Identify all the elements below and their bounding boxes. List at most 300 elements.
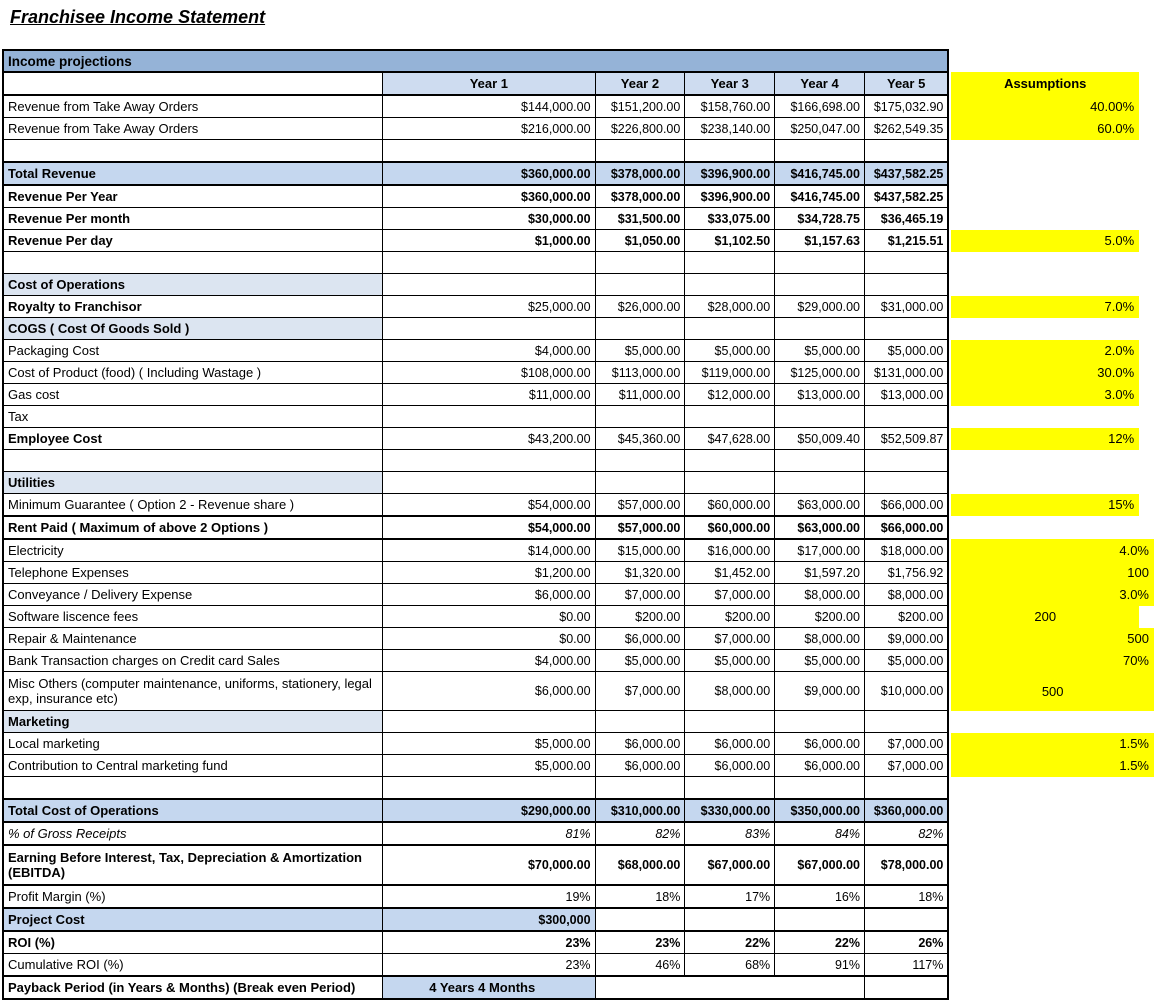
row-label[interactable]: Revenue Per Year <box>3 185 383 208</box>
value-cell[interactable]: 18% <box>864 885 948 908</box>
value-cell[interactable]: $1,102.50 <box>685 230 775 252</box>
row-label[interactable]: Employee Cost <box>3 428 383 450</box>
value-cell[interactable] <box>595 140 685 163</box>
row-label[interactable]: Marketing <box>3 711 383 733</box>
value-cell[interactable]: 83% <box>685 822 775 845</box>
payback-value[interactable]: 4 Years 4 Months <box>383 976 595 999</box>
value-cell[interactable] <box>864 252 948 274</box>
row-label[interactable]: Total Revenue <box>3 162 383 185</box>
value-cell[interactable]: $416,745.00 <box>775 162 865 185</box>
value-cell[interactable]: 26% <box>864 931 948 954</box>
row-label[interactable]: Rent Paid ( Maximum of above 2 Options ) <box>3 516 383 539</box>
value-cell[interactable] <box>383 318 595 340</box>
value-cell[interactable]: 82% <box>864 822 948 845</box>
value-cell[interactable]: $200.00 <box>775 606 865 628</box>
merged-empty-cell[interactable] <box>595 976 864 999</box>
corner-cell[interactable] <box>3 72 383 95</box>
row-label[interactable] <box>3 140 383 163</box>
value-cell[interactable]: 23% <box>383 931 595 954</box>
value-cell[interactable]: 91% <box>775 954 865 977</box>
assumption-cell[interactable]: 15% <box>951 494 1139 517</box>
assumption-cell[interactable]: 1.5% <box>951 733 1154 755</box>
value-cell[interactable]: 23% <box>595 931 685 954</box>
spacer-row <box>3 777 1154 800</box>
table-row <box>3 296 1154 318</box>
value-cell[interactable] <box>383 274 595 296</box>
value-cell[interactable]: $8,000.00 <box>864 584 948 606</box>
value-cell[interactable]: $9,000.00 <box>775 672 865 711</box>
row-label[interactable]: Utilities <box>3 472 383 494</box>
value-cell[interactable]: $151,200.00 <box>595 95 685 118</box>
assumption-cell <box>951 274 1154 296</box>
value-cell[interactable] <box>595 777 685 800</box>
value-cell[interactable]: $360,000.00 <box>383 162 595 185</box>
value-cell[interactable]: $350,000.00 <box>775 799 865 822</box>
margin-cell <box>1139 118 1154 140</box>
value-cell[interactable]: $1,597.20 <box>775 562 865 584</box>
assumption-cell <box>951 450 1154 472</box>
value-cell[interactable] <box>775 711 865 733</box>
assumption-cell <box>951 711 1154 733</box>
value-cell[interactable] <box>775 472 865 494</box>
table-row <box>3 885 1154 908</box>
value-cell[interactable]: $10,000.00 <box>864 672 948 711</box>
table-row <box>3 606 1154 628</box>
assumption-cell[interactable]: 5.0% <box>951 230 1139 252</box>
value-cell[interactable] <box>775 140 865 163</box>
row-label[interactable]: Revenue from Take Away Orders <box>3 118 383 140</box>
value-cell[interactable]: $396,900.00 <box>685 185 775 208</box>
value-cell[interactable]: $30,000.00 <box>383 208 595 230</box>
row-label[interactable]: Bank Transaction charges on Credit card Sales <box>3 650 383 672</box>
row-label[interactable]: Electricity <box>3 539 383 562</box>
margin-cell <box>1139 230 1154 252</box>
value-cell[interactable]: $360,000.00 <box>383 185 595 208</box>
value-cell[interactable]: $250,047.00 <box>775 118 865 140</box>
value-cell[interactable]: $8,000.00 <box>775 584 865 606</box>
value-cell[interactable] <box>775 908 865 931</box>
margin-cell <box>1139 340 1154 362</box>
value-cell[interactable]: $67,000.00 <box>775 845 865 885</box>
margin-cell <box>951 50 1154 72</box>
value-cell[interactable] <box>864 274 948 296</box>
year-header-row <box>3 72 1154 95</box>
value-cell[interactable] <box>775 274 865 296</box>
value-cell[interactable] <box>864 777 948 800</box>
value-cell[interactable]: $47,628.00 <box>685 428 775 450</box>
value-cell[interactable]: 23% <box>383 954 595 977</box>
value-cell[interactable] <box>685 274 775 296</box>
section-bar-row <box>3 50 1154 72</box>
assumption-cell <box>951 472 1154 494</box>
value-cell[interactable]: $9,000.00 <box>864 628 948 650</box>
row-label[interactable]: Royalty to Franchisor <box>3 296 383 318</box>
value-cell[interactable]: $4,000.00 <box>383 340 595 362</box>
value-cell[interactable]: $5,000.00 <box>595 340 685 362</box>
value-cell[interactable]: $175,032.90 <box>864 95 948 118</box>
value-cell[interactable]: $310,000.00 <box>595 799 685 822</box>
value-cell[interactable]: $8,000.00 <box>685 672 775 711</box>
value-cell[interactable]: $4,000.00 <box>383 650 595 672</box>
page-title: Franchisee Income Statement <box>10 7 266 27</box>
value-cell[interactable] <box>775 318 865 340</box>
year-column-header[interactable]: Year 5 <box>864 72 948 95</box>
row-label[interactable]: Local marketing <box>3 733 383 755</box>
assumption-cell <box>951 908 1154 931</box>
value-cell[interactable]: $1,320.00 <box>595 562 685 584</box>
value-cell[interactable]: $131,000.00 <box>864 362 948 384</box>
table-row <box>3 274 1154 296</box>
value-cell[interactable] <box>685 908 775 931</box>
value-cell[interactable] <box>864 711 948 733</box>
value-cell[interactable]: $7,000.00 <box>595 672 685 711</box>
value-cell[interactable]: 84% <box>775 822 865 845</box>
value-cell[interactable]: 17% <box>685 885 775 908</box>
value-cell[interactable] <box>383 711 595 733</box>
value-cell[interactable]: $5,000.00 <box>685 650 775 672</box>
row-label[interactable]: Gas cost <box>3 384 383 406</box>
value-cell[interactable]: $1,000.00 <box>383 230 595 252</box>
row-label[interactable]: Cumulative ROI (%) <box>3 954 383 977</box>
value-cell[interactable]: $6,000.00 <box>685 755 775 777</box>
value-cell[interactable]: $60,000.00 <box>685 516 775 539</box>
table-row <box>3 340 1154 362</box>
table-row <box>3 118 1154 140</box>
value-cell[interactable]: $28,000.00 <box>685 296 775 318</box>
value-cell[interactable]: $5,000.00 <box>685 340 775 362</box>
value-cell[interactable]: $119,000.00 <box>685 362 775 384</box>
value-cell[interactable]: $330,000.00 <box>685 799 775 822</box>
value-cell[interactable]: $33,075.00 <box>685 208 775 230</box>
assumption-cell[interactable]: 2.0% <box>951 340 1139 362</box>
value-cell[interactable]: $125,000.00 <box>775 362 865 384</box>
assumption-cell[interactable]: 70% <box>951 650 1154 672</box>
value-cell[interactable]: $6,000.00 <box>775 733 865 755</box>
value-cell[interactable] <box>864 406 948 428</box>
value-cell[interactable]: 82% <box>595 822 685 845</box>
assumption-cell[interactable]: 12% <box>951 428 1139 450</box>
value-cell[interactable] <box>685 711 775 733</box>
value-cell[interactable] <box>864 472 948 494</box>
table-row <box>3 384 1154 406</box>
value-cell[interactable]: $6,000.00 <box>383 584 595 606</box>
value-cell[interactable]: $11,000.00 <box>383 384 595 406</box>
value-cell[interactable] <box>685 318 775 340</box>
row-label[interactable] <box>3 777 383 800</box>
value-cell[interactable]: $54,000.00 <box>383 494 595 517</box>
value-cell[interactable]: $6,000.00 <box>775 755 865 777</box>
value-cell[interactable]: $200.00 <box>595 606 685 628</box>
row-label[interactable]: ROI (%) <box>3 931 383 954</box>
value-cell[interactable]: 18% <box>595 885 685 908</box>
table-row <box>3 822 1154 845</box>
row-label[interactable]: % of Gross Receipts <box>3 822 383 845</box>
value-cell[interactable]: $15,000.00 <box>595 539 685 562</box>
value-cell[interactable]: $158,760.00 <box>685 95 775 118</box>
value-cell[interactable]: $7,000.00 <box>595 584 685 606</box>
income-projections-header[interactable]: Income projections <box>3 50 948 72</box>
value-cell[interactable]: $437,582.25 <box>864 185 948 208</box>
assumption-cell <box>951 885 1154 908</box>
value-cell[interactable]: $31,500.00 <box>595 208 685 230</box>
assumption-cell[interactable]: 1.5% <box>951 755 1154 777</box>
value-cell[interactable]: $14,000.00 <box>383 539 595 562</box>
table-row <box>3 208 1154 230</box>
value-cell[interactable]: $25,000.00 <box>383 296 595 318</box>
value-cell[interactable] <box>864 450 948 472</box>
value-cell[interactable]: $29,000.00 <box>775 296 865 318</box>
assumption-cell[interactable]: 500 <box>951 628 1154 650</box>
value-cell[interactable]: $60,000.00 <box>685 494 775 517</box>
year-column-header[interactable]: Year 4 <box>775 72 865 95</box>
row-label[interactable]: Packaging Cost <box>3 340 383 362</box>
value-cell[interactable] <box>595 406 685 428</box>
assumption-cell <box>951 954 1154 977</box>
value-cell[interactable] <box>864 318 948 340</box>
value-cell[interactable]: $1,756.92 <box>864 562 948 584</box>
assumption-cell[interactable]: 40.00% <box>951 95 1139 118</box>
value-cell[interactable]: 68% <box>685 954 775 977</box>
value-cell[interactable]: $5,000.00 <box>775 340 865 362</box>
value-cell[interactable]: 117% <box>864 954 948 977</box>
year-column-header[interactable]: Year 3 <box>685 72 775 95</box>
value-cell[interactable]: $7,000.00 <box>864 733 948 755</box>
value-cell[interactable]: $12,000.00 <box>685 384 775 406</box>
value-cell[interactable]: $378,000.00 <box>595 185 685 208</box>
value-cell[interactable]: $0.00 <box>383 628 595 650</box>
table-row <box>3 584 1154 606</box>
assumption-cell <box>951 777 1154 800</box>
value-cell[interactable] <box>685 450 775 472</box>
assumption-cell[interactable]: 500 <box>951 672 1154 711</box>
assumption-cell[interactable]: 30.0% <box>951 362 1139 384</box>
value-cell[interactable] <box>595 711 685 733</box>
value-cell[interactable]: $396,900.00 <box>685 162 775 185</box>
value-cell[interactable]: $1,050.00 <box>595 230 685 252</box>
value-cell[interactable]: $290,000.00 <box>383 799 595 822</box>
value-cell[interactable]: $6,000.00 <box>685 733 775 755</box>
value-cell[interactable] <box>383 406 595 428</box>
value-cell[interactable]: 81% <box>383 822 595 845</box>
value-cell[interactable]: $17,000.00 <box>775 539 865 562</box>
value-cell[interactable]: $166,698.00 <box>775 95 865 118</box>
table-row <box>3 845 1154 885</box>
value-cell[interactable] <box>685 777 775 800</box>
row-label[interactable]: Software liscence fees <box>3 606 383 628</box>
row-label[interactable]: Repair & Maintenance <box>3 628 383 650</box>
year-column-header[interactable]: Year 2 <box>595 72 685 95</box>
value-cell[interactable]: $200.00 <box>864 606 948 628</box>
value-cell[interactable]: $108,000.00 <box>383 362 595 384</box>
table-row <box>3 162 1154 185</box>
value-cell[interactable]: $226,800.00 <box>595 118 685 140</box>
value-cell[interactable]: 16% <box>775 885 865 908</box>
table-row <box>3 230 1154 252</box>
value-cell[interactable]: $113,000.00 <box>595 362 685 384</box>
year-column-header[interactable]: Year 1 <box>383 72 595 95</box>
value-cell[interactable] <box>864 140 948 163</box>
value-cell[interactable]: $6,000.00 <box>595 733 685 755</box>
table-row <box>3 406 1154 428</box>
row-label[interactable]: Cost of Operations <box>3 274 383 296</box>
value-cell[interactable]: 46% <box>595 954 685 977</box>
value-cell[interactable]: 19% <box>383 885 595 908</box>
value-cell[interactable]: $63,000.00 <box>775 516 865 539</box>
value-cell[interactable] <box>595 274 685 296</box>
row-label[interactable]: Project Cost <box>3 908 383 931</box>
value-cell[interactable]: $144,000.00 <box>383 95 595 118</box>
assumption-cell[interactable]: 7.0% <box>951 296 1139 318</box>
value-cell[interactable]: $34,728.75 <box>775 208 865 230</box>
value-cell[interactable]: $52,509.87 <box>864 428 948 450</box>
value-cell[interactable]: $18,000.00 <box>864 539 948 562</box>
assumption-cell[interactable]: 4.0% <box>951 539 1154 562</box>
row-label[interactable]: Revenue from Take Away Orders <box>3 95 383 118</box>
value-cell[interactable]: $67,000.00 <box>685 845 775 885</box>
value-cell[interactable]: 22% <box>775 931 865 954</box>
value-cell[interactable]: $416,745.00 <box>775 185 865 208</box>
value-cell[interactable] <box>383 450 595 472</box>
value-cell[interactable] <box>775 450 865 472</box>
assumption-cell <box>951 931 1154 954</box>
value-cell[interactable]: $57,000.00 <box>595 494 685 517</box>
value-cell[interactable]: $1,200.00 <box>383 562 595 584</box>
value-cell[interactable]: $5,000.00 <box>775 650 865 672</box>
row-label[interactable]: Earning Before Interest, Tax, Depreciation & Amortization (EBITDA) <box>3 845 383 885</box>
value-cell[interactable] <box>775 252 865 274</box>
value-cell[interactable] <box>685 472 775 494</box>
value-cell[interactable]: $1,452.00 <box>685 562 775 584</box>
row-label[interactable]: Revenue Per day <box>3 230 383 252</box>
value-cell[interactable] <box>775 777 865 800</box>
margin-cell <box>1139 494 1154 517</box>
assumption-cell[interactable]: 100 <box>951 562 1154 584</box>
value-cell[interactable]: $0.00 <box>383 606 595 628</box>
value-cell[interactable]: $66,000.00 <box>864 516 948 539</box>
row-label[interactable] <box>3 450 383 472</box>
value-cell[interactable]: $216,000.00 <box>383 118 595 140</box>
value-cell[interactable]: $8,000.00 <box>775 628 865 650</box>
value-cell[interactable]: $43,200.00 <box>383 428 595 450</box>
row-label[interactable]: Telephone Expenses <box>3 562 383 584</box>
value-cell[interactable] <box>383 777 595 800</box>
value-cell[interactable]: $13,000.00 <box>864 384 948 406</box>
assumption-cell <box>951 318 1154 340</box>
value-cell[interactable]: $6,000.00 <box>595 628 685 650</box>
value-cell[interactable] <box>685 252 775 274</box>
row-label[interactable] <box>3 252 383 274</box>
value-cell[interactable]: $5,000.00 <box>595 650 685 672</box>
table-row <box>3 908 1154 931</box>
value-cell[interactable]: $300,000 <box>383 908 595 931</box>
value-cell[interactable]: $50,009.40 <box>775 428 865 450</box>
row-label[interactable]: Payback Period (in Years & Months) (Break even Period) <box>3 976 383 999</box>
table-row <box>3 755 1154 777</box>
row-label[interactable]: Revenue Per month <box>3 208 383 230</box>
margin-cell <box>1139 606 1154 628</box>
row-label[interactable]: Total Cost of Operations <box>3 799 383 822</box>
value-cell[interactable]: $238,140.00 <box>685 118 775 140</box>
value-cell[interactable]: $36,465.19 <box>864 208 948 230</box>
value-cell[interactable] <box>595 908 685 931</box>
assumption-cell <box>951 516 1154 539</box>
value-cell[interactable]: $63,000.00 <box>775 494 865 517</box>
value-cell[interactable]: $7,000.00 <box>685 584 775 606</box>
table-row <box>3 931 1154 954</box>
value-cell[interactable] <box>595 450 685 472</box>
assumption-cell[interactable]: 3.0% <box>951 384 1139 406</box>
value-cell[interactable]: $26,000.00 <box>595 296 685 318</box>
value-cell[interactable]: 22% <box>685 931 775 954</box>
value-cell[interactable]: $16,000.00 <box>685 539 775 562</box>
value-cell[interactable]: $13,000.00 <box>775 384 865 406</box>
spacer-row <box>3 252 1154 274</box>
row-label[interactable]: Cost of Product (food) ( Including Wastage ) <box>3 362 383 384</box>
value-cell[interactable]: $5,000.00 <box>864 650 948 672</box>
value-cell[interactable] <box>383 472 595 494</box>
value-cell[interactable]: $437,582.25 <box>864 162 948 185</box>
value-cell[interactable]: $31,000.00 <box>864 296 948 318</box>
margin-cell <box>1139 384 1154 406</box>
value-cell[interactable] <box>383 252 595 274</box>
row-label[interactable]: Contribution to Central marketing fund <box>3 755 383 777</box>
value-cell[interactable]: $378,000.00 <box>595 162 685 185</box>
value-cell[interactable]: $11,000.00 <box>595 384 685 406</box>
value-cell[interactable]: $7,000.00 <box>685 628 775 650</box>
value-cell[interactable]: $78,000.00 <box>864 845 948 885</box>
row-label[interactable]: Conveyance / Delivery Expense <box>3 584 383 606</box>
assumption-cell[interactable]: 60.0% <box>951 118 1139 140</box>
value-cell[interactable] <box>685 406 775 428</box>
value-cell[interactable]: $7,000.00 <box>864 755 948 777</box>
value-cell[interactable]: $1,215.51 <box>864 230 948 252</box>
row-label[interactable]: Tax <box>3 406 383 428</box>
value-cell[interactable]: $68,000.00 <box>595 845 685 885</box>
value-cell[interactable]: $5,000.00 <box>864 340 948 362</box>
value-cell[interactable]: $5,000.00 <box>383 755 595 777</box>
value-cell[interactable] <box>775 406 865 428</box>
value-cell[interactable] <box>383 140 595 163</box>
row-label[interactable]: Misc Others (computer maintenance, uniforms, stationery, legal exp, insurance etc) <box>3 672 383 711</box>
value-cell[interactable] <box>685 140 775 163</box>
row-label[interactable]: COGS ( Cost Of Goods Sold ) <box>3 318 383 340</box>
value-cell[interactable]: $5,000.00 <box>383 733 595 755</box>
assumption-cell <box>951 845 1154 885</box>
assumption-cell[interactable]: 3.0% <box>951 584 1154 606</box>
value-cell[interactable]: $70,000.00 <box>383 845 595 885</box>
value-cell[interactable] <box>864 908 948 931</box>
value-cell[interactable]: $1,157.63 <box>775 230 865 252</box>
row-label[interactable]: Profit Margin (%) <box>3 885 383 908</box>
value-cell[interactable] <box>595 252 685 274</box>
value-cell[interactable]: $360,000.00 <box>864 799 948 822</box>
assumption-cell <box>951 185 1154 208</box>
value-cell[interactable]: $200.00 <box>685 606 775 628</box>
value-cell[interactable]: $57,000.00 <box>595 516 685 539</box>
value-cell[interactable]: $6,000.00 <box>383 672 595 711</box>
value-cell[interactable]: $45,360.00 <box>595 428 685 450</box>
row-label[interactable]: Minimum Guarantee ( Option 2 - Revenue share ) <box>3 494 383 517</box>
value-cell[interactable] <box>595 318 685 340</box>
value-cell[interactable] <box>595 472 685 494</box>
value-cell[interactable]: $66,000.00 <box>864 494 948 517</box>
assumptions-column-header[interactable]: Assumptions <box>951 72 1139 95</box>
value-cell[interactable]: $262,549.35 <box>864 118 948 140</box>
value-cell[interactable]: $54,000.00 <box>383 516 595 539</box>
assumption-cell[interactable]: 200 <box>951 606 1139 628</box>
value-cell[interactable] <box>864 976 948 999</box>
value-cell[interactable]: $6,000.00 <box>595 755 685 777</box>
